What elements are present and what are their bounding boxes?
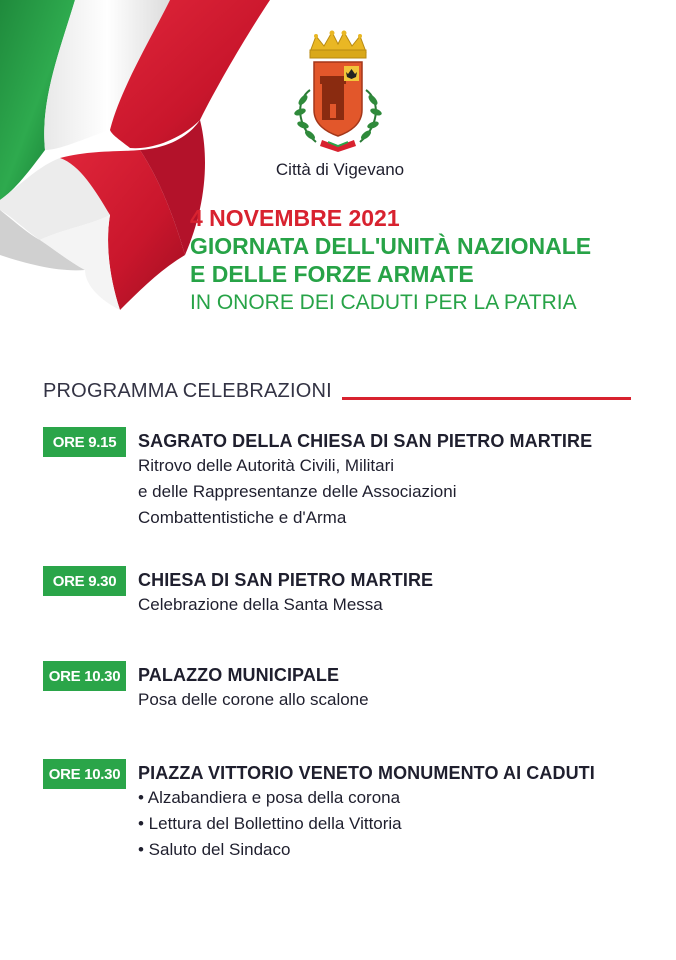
event-detail: • Lettura del Bollettino della Vittoria <box>138 814 402 833</box>
vigevano-crest-icon <box>286 30 390 158</box>
event-time-badge: ORE 9.30 <box>43 566 126 596</box>
event-place: PALAZZO MUNICIPALE <box>138 665 340 685</box>
city-name: Città di Vigevano <box>275 160 405 179</box>
event-title-line2: E DELLE FORZE ARMATE <box>190 261 474 287</box>
event-detail: Posa delle corone allo scalone <box>138 690 369 709</box>
program-heading <box>43 376 631 406</box>
event-detail: e delle Rappresentanze delle Associazioni <box>138 482 457 501</box>
program-divider <box>342 397 631 400</box>
event-place: PIAZZA VITTORIO VENETO MONUMENTO AI CADUTI <box>138 763 595 783</box>
event-date: 4 NOVEMBRE 2021 <box>190 205 400 231</box>
event-time-badge: ORE 10.30 <box>43 661 126 691</box>
event-detail: Celebrazione della Santa Messa <box>138 595 383 614</box>
event-subtitle: IN ONORE DEI CADUTI PER LA PATRIA <box>190 291 577 314</box>
event-detail: Combattentistiche e d'Arma <box>138 508 347 527</box>
event-time-badge: ORE 10.30 <box>43 759 126 789</box>
event-title-line1: GIORNATA DELL'UNITÀ NAZIONALE <box>190 233 592 259</box>
program-title: PROGRAMMA CELEBRAZIONI <box>43 379 332 402</box>
event-detail: • Saluto del Sindaco <box>138 840 291 859</box>
event-detail: Ritrovo delle Autorità Civili, Militari <box>138 456 395 475</box>
event-place: SAGRATO DELLA CHIESA DI SAN PIETRO MARTIRE <box>138 431 593 451</box>
event-place: CHIESA DI SAN PIETRO MARTIRE <box>138 570 434 590</box>
event-time-badge: ORE 9.15 <box>43 427 126 457</box>
event-detail: • Alzabandiera e posa della corona <box>138 788 401 807</box>
event-header <box>190 204 660 318</box>
